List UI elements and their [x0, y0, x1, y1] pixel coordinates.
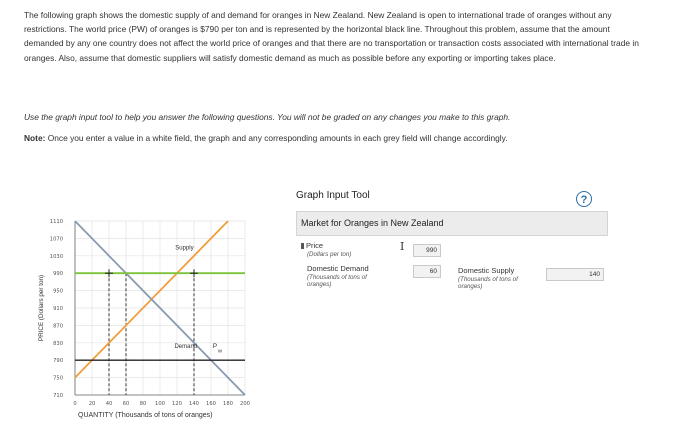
y-axis-label: PRICE (Dollars per ton)	[38, 274, 45, 342]
x-tick-label: 140	[189, 401, 199, 407]
y-tick-label: 950	[53, 288, 63, 295]
note-text: Once you enter a value in a white field, the graph and any corresponding amounts in each grey field will change accordingly.	[45, 133, 508, 143]
y-tick-label: 910	[53, 306, 63, 312]
y-tick-label: 790	[53, 358, 63, 365]
y-tick-label: 1110	[49, 219, 63, 225]
world-price-label: P	[212, 343, 218, 351]
text-cursor-icon: I	[400, 240, 405, 253]
domestic-demand-label: Domestic Demand	[307, 264, 369, 273]
domestic-demand-sub-label: (Thousands of tons of oranges)	[307, 274, 367, 288]
graph-input-tool-title: Graph Input Tool	[296, 190, 370, 201]
x-tick-label: 80	[139, 401, 147, 407]
problem-intro: The following graph shows the domestic supply of and demand for oranges in New Zealand. New Zealand is open to international trade of oranges without any restrictions. The world price (PW) of oranges is $790 per ton and is represented by the horizontal black line. Throughout this problem, assume that the amount demanded by any one country does not affect the world price of oranges and that there are no transportation or transaction costs associated with international trade in oranges. Also, assume that domestic suppliers will satisfy domestic demand as much as possible before any exporting or importing takes place.	[24, 10, 639, 63]
domestic-supply-field: 140	[546, 268, 604, 281]
domestic-supply-label: Domestic Supply	[458, 266, 515, 275]
x-tick-label: 20	[88, 401, 96, 407]
x-tick-label: 40	[105, 401, 113, 407]
price-marker-icon	[301, 243, 304, 249]
x-tick-label: 160	[206, 401, 216, 407]
x-tick-label: 60	[122, 401, 130, 407]
y-tick-label: 1030	[49, 253, 63, 260]
help-icon[interactable]: ?	[576, 191, 592, 207]
price-label: Price	[301, 242, 323, 250]
domestic-supply-sub-label: (Thousands of tons of oranges)	[458, 276, 518, 290]
x-tick-label: 100	[155, 401, 165, 407]
note-label: Note:	[24, 133, 46, 143]
y-tick-label: 990	[53, 271, 63, 278]
y-tick-label: 710	[53, 393, 63, 399]
demand-curve-label: Demand	[174, 344, 198, 351]
instructions: Use the graph input tool to help you answer the following questions. You will not be graded on any changes you make to this graph.	[24, 112, 511, 122]
price-sub-label: (Dollars per ton)	[307, 251, 352, 258]
y-tick-label: 1070	[49, 236, 63, 243]
y-tick-label: 750	[53, 375, 63, 382]
x-tick-label: 0	[73, 401, 77, 407]
x-axis-label: QUANTITY (Thousands of tons of oranges)	[78, 412, 213, 419]
x-tick-label: 200	[240, 401, 250, 407]
x-tick-label: 180	[223, 401, 233, 407]
price-field[interactable]: 990	[413, 244, 441, 257]
note	[24, 131, 644, 145]
supply-curve-label: Supply	[175, 245, 194, 252]
market-panel-title: Market for Oranges in New Zealand	[301, 218, 444, 228]
y-tick-label: 870	[53, 323, 63, 330]
market-chart[interactable]	[0, 210, 290, 425]
y-tick-label: 830	[53, 340, 63, 347]
x-tick-label: 120	[172, 401, 182, 407]
world-price-subscript: W	[217, 348, 223, 354]
domestic-demand-field: 60	[413, 265, 441, 278]
